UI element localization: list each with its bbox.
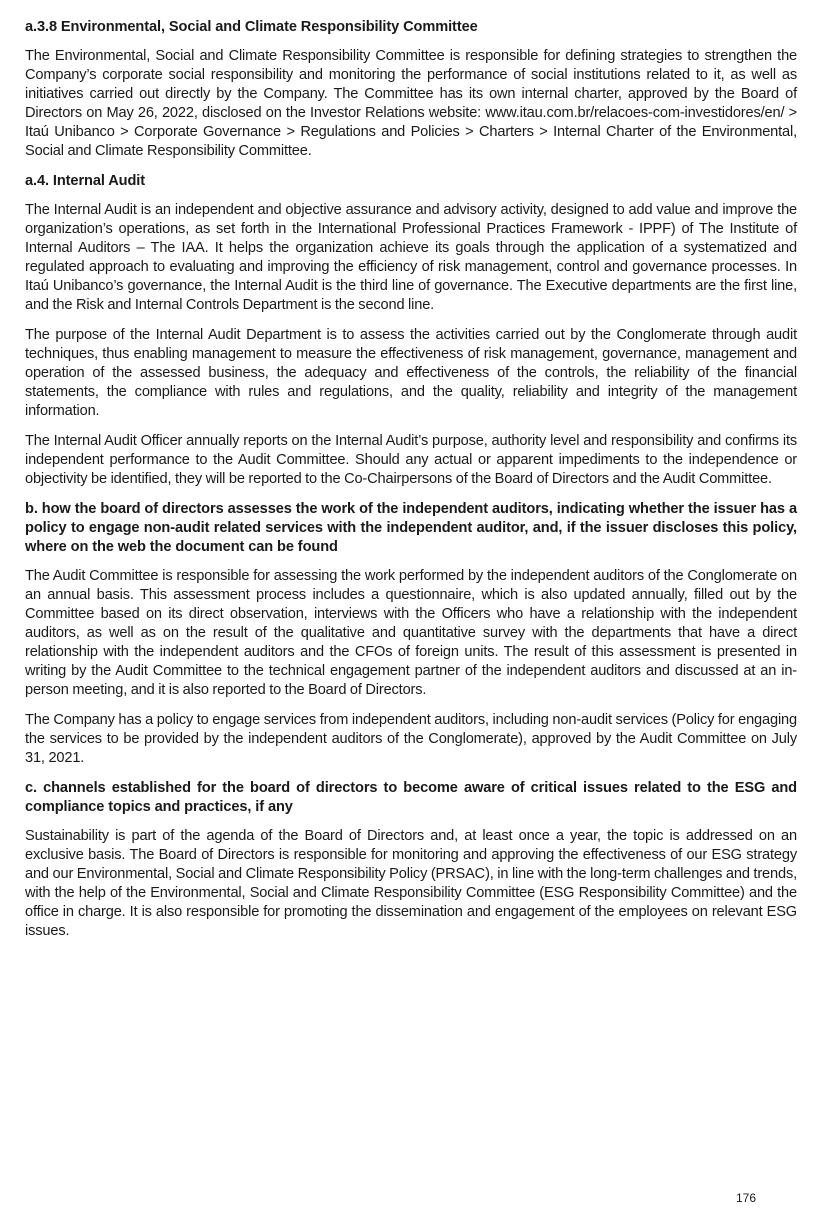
paragraph: The Internal Audit Officer annually reports on the Internal Audit’s purpose, authority level and responsibility and confirms its independent performance to the Audit Committee. Should any actual or apparent impediments to the independence or objectivity be identified, they will be reported to the Co-Chairpersons of the Board of Directors and the Audit Committee. <box>25 433 797 487</box>
section-heading: a.4. Internal Audit <box>25 173 146 189</box>
section-heading: b. how the board of directors assesses the work of the independent auditors, indicating whether the issuer has a policy to engage non-audit related services with the independent auditor, and, if the issuer discloses this policy, where on the web the document can be found <box>25 501 797 555</box>
paragraph: The Environmental, Social and Climate Responsibility Committee is responsible for defining strategies to strengthen the Company’s corporate social responsibility and monitoring the performance of social institutions related to it, as well as initiatives carried out directly by the Company. The Committee has its own internal charter, approved by the Board of Directors on May 26, 2022, disclosed on the Investor Relations website: www.itau.com.br/relacoes-com-investidores/en/ > Itaú Unibanco > Corporate Governance > Regulations and Policies > Charters > Internal Charter of the Environmental, Social and Climate Responsibility Committee. <box>25 48 797 159</box>
paragraph: Sustainability is part of the agenda of the Board of Directors and, at least once a year, the topic is addressed on an exclusive basis. The Board of Directors is responsible for monitoring and approving the effectiveness of our ESG strategy and our Environmental, Social and Climate Responsibility Policy (PRSAC), in line with the long-term challenges and trends, with the help of the Environmental, Social and Climate Responsibility Committee (ESG Responsibility Committee) and the office in charge. It is also responsible for promoting the dissemination and engagement of the employees on relevant ESG issues. <box>25 828 797 939</box>
document-page <box>25 18 797 952</box>
paragraph: The Internal Audit is an independent and objective assurance and advisory activity, designed to add value and improve the organization’s operations, as set forth in the International Professional Practices Framework - IPPF) of The Institute of Internal Auditors – The IAA. It helps the organization achieve its goals through the application of a systematized and regulated approach to evaluating and improving the efficiency of risk management, control and governance processes. In Itaú Unibanco’s governance, the Internal Audit is the third line of governance. The Executive departments are the first line, and the Risk and Internal Controls Department is the second line. <box>25 202 797 313</box>
page-number: 176 <box>736 1191 757 1205</box>
section-internal-audit <box>25 172 797 489</box>
paragraph: The Company has a policy to engage services from independent auditors, including non-audit services (Policy for engaging the services to be provided by the independent auditors of the Conglomerate), approved by the Audit Committee on July 31, 2021. <box>25 712 797 766</box>
section-independent-auditors <box>25 500 797 768</box>
section-heading: c. channels established for the board of directors to become aware of critical issues related to the ESG and compliance topics and practices, if any <box>25 780 797 815</box>
paragraph: The purpose of the Internal Audit Department is to assess the activities carried out by the Conglomerate through audit techniques, thus enabling management to measure the effectiveness of risk management, governance, management and operation of the assessed business, the adequacy and effectiveness of the controls, the reliability of the financial statements, the compliance with rules and regulations, and the quality, reliability and integrity of the management information. <box>25 327 797 419</box>
section-heading: a.3.8 Environmental, Social and Climate Responsibility Committee <box>25 19 478 35</box>
section-esg-channels <box>25 779 797 941</box>
paragraph: The Audit Committee is responsible for assessing the work performed by the independent auditors of the Conglomerate on an annual basis. This assessment process includes a questionnaire, which is also updated annually, filled out by the Committee based on its direct observation, interviews with the Officers who have a relationship with the independent auditors, as well as on the result of the qualitative and quantitative survey with the departments that have a direct relationship with the independent auditors and the CFOs of foreign units. The result of this assessment is presented in writing by the Audit Committee to the technical engagement partner of the independent auditors and discussed at an in-person meeting, and it is also reported to the Board of Directors. <box>25 568 797 698</box>
section-esg-committee <box>25 18 797 161</box>
